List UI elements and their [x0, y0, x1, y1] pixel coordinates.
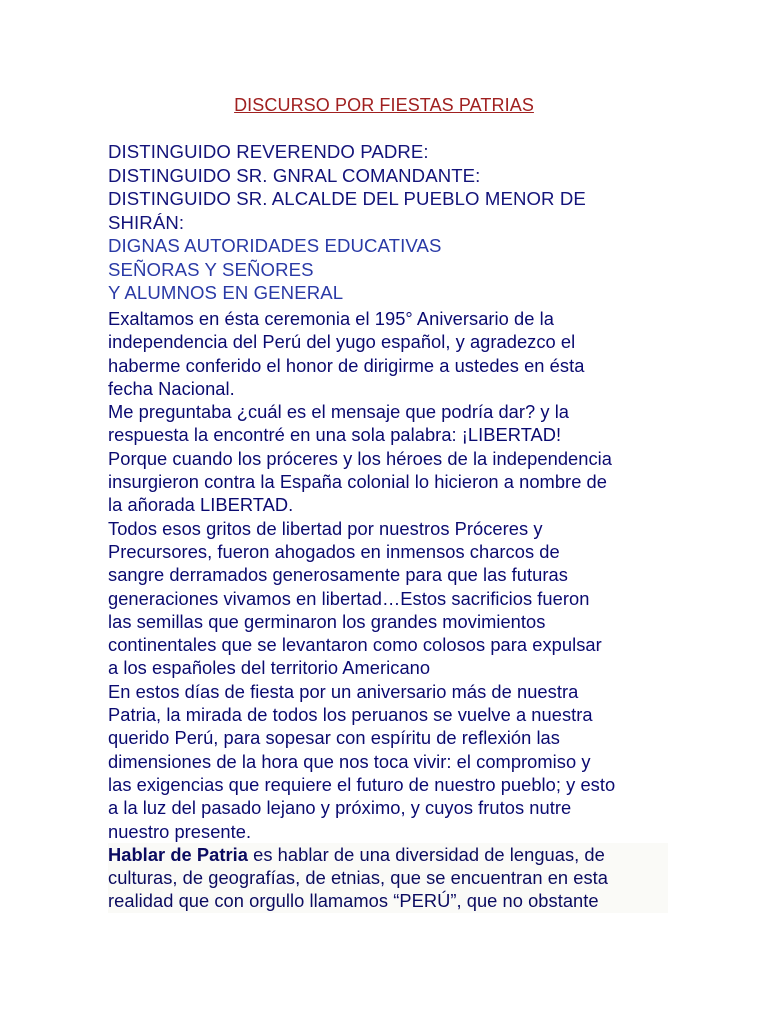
speech-body: [108, 307, 668, 913]
paragraph-fiesta: [108, 680, 668, 843]
text-line: generaciones vivamos en libertad…Estos sacrificios fueron: [108, 587, 590, 609]
greeting-line: SEÑORAS Y SEÑORES: [108, 258, 314, 280]
text-line: realidad que con orgullo llamamos “PERÚ”, que no obstante: [108, 890, 599, 912]
text-line: continentales que se levantaron como colosos para expulsar: [108, 634, 602, 656]
text-line: Porque cuando los próceres y los héroes de la independencia: [108, 447, 612, 469]
text-line: haberme conferido el honor de dirigirme a ustedes en ésta: [108, 354, 585, 376]
text-line: insurgieron contra la España colonial lo hicieron a nombre de: [108, 471, 607, 493]
text-line: Todos esos gritos de libertad por nuestros Próceres y: [108, 517, 543, 539]
text-line: Precursores, fueron ahogados en inmensos charcos de: [108, 540, 560, 562]
text-line: a los españoles del territorio Americano: [108, 657, 431, 679]
text-line: la añorada LIBERTAD.: [108, 494, 294, 516]
text-line: Me preguntaba ¿cuál es el mensaje que podría dar? y la: [108, 401, 570, 423]
text-line: querido Perú, para sopesar con espíritu de reflexión las: [108, 727, 560, 749]
text-run: es hablar de una diversidad de lenguas, de: [248, 843, 605, 865]
greeting-line: DISTINGUIDO SR. GNRAL COMANDANTE:: [108, 164, 481, 186]
document-title: DISCURSO POR FIESTAS PATRIAS: [234, 95, 534, 115]
text-line: [108, 843, 668, 866]
text-line: dimensiones de la hora que nos toca vivir: el compromiso y: [108, 750, 591, 772]
greeting-line: Y ALUMNOS EN GENERAL: [108, 282, 344, 303]
greetings-block: [108, 140, 668, 305]
text-line: independencia del Perú del yugo español, y agradezco el: [108, 331, 576, 353]
paragraph-proceres: [108, 517, 668, 680]
text-line: culturas, de geografías, de etnias, que se encuentran en esta: [108, 867, 609, 889]
greeting-line: DISTINGUIDO REVERENDO PADRE:: [108, 141, 429, 162]
greeting-line: DIGNAS AUTORIDADES EDUCATIVAS: [108, 235, 442, 256]
paragraph-patria: [108, 843, 668, 913]
bold-lead: Hablar de Patria: [108, 843, 248, 865]
text-line: Exaltamos en ésta ceremonia el 195° Aniversario de la: [108, 308, 554, 329]
text-line: fecha Nacional.: [108, 377, 235, 399]
text-line: Patria, la mirada de todos los peruanos se vuelve a nuestra: [108, 704, 593, 726]
text-line: respuesta la encontré en una sola palabra: ¡LIBERTAD!: [108, 424, 562, 446]
text-line: las exigencias que requiere el futuro de nuestro pueblo; y esto: [108, 773, 616, 795]
paragraph-libertad: [108, 400, 668, 516]
text-line: las semillas que germinaron los grandes movimientos: [108, 610, 546, 632]
text-line: a la luz del pasado lejano y próximo, y cuyos frutos nutre: [108, 797, 572, 819]
paragraph-anniversary: [108, 307, 668, 400]
greeting-line: DISTINGUIDO SR. ALCALDE DEL PUEBLO MENOR DE: [108, 188, 586, 209]
text-line: nuestro presente.: [108, 820, 252, 842]
greeting-line: SHIRÁN:: [108, 211, 185, 233]
text-line: sangre derramados generosamente para que las futuras: [108, 564, 568, 586]
text-line: En estos días de fiesta por un aniversario más de nuestra: [108, 680, 579, 702]
